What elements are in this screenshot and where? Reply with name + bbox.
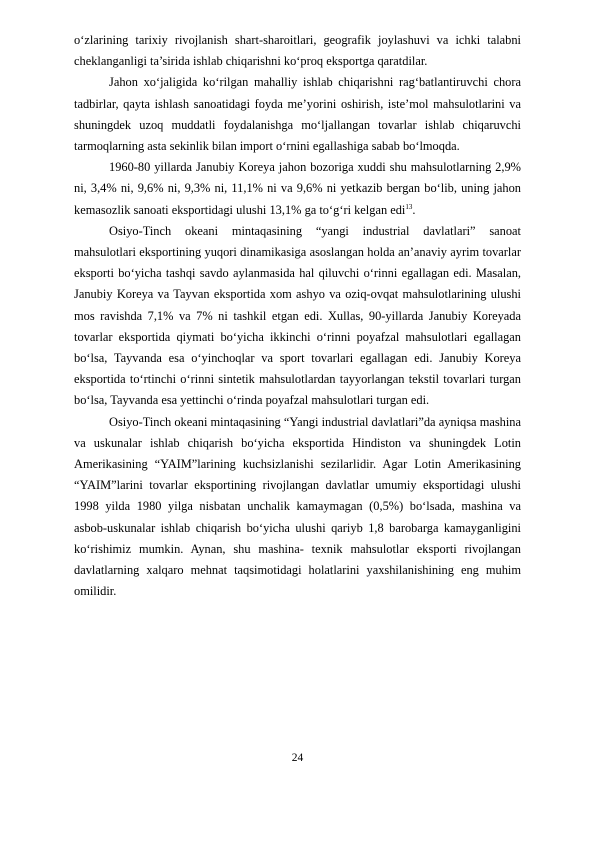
paragraph-text: 1960-80 yillarda Janubiy Koreya jahon bozoriga xuddi shu mahsulotlarning 2,9% ni, 3,4% ni, 9,6% ni, 9,3% ni, 11,1% ni va 9,6% ni yetkazib bergan bo‘lib, uning jahon kemasozlik sanoati eksportidagi ulushi 13,1% ga to‘g‘ri kelgan edi	[74, 160, 521, 217]
paragraph-south-korea-exports	[74, 157, 521, 221]
paragraph-import-substitution: Jahon xo‘jaligida ko‘rilgan mahalliy ishlab chiqarishni rag‘batlantiruvchi chora tadbirlar, qayta ishlash sanoatidagi foyda me’yorini oshirish, iste’mol mahsulotlarini va shuningdek uzoq muddatli foydalanishga mo‘ljallangan tovarlar ishlab chiqaruvchi tarmoqlarning asta sekinlik bilan import o‘rnini egallashiga sabab bo‘lmoqda.	[74, 75, 521, 154]
footnote-reference[interactable]: 13	[405, 202, 413, 211]
paragraph-continuation: o‘zlarining tarixiy rivojlanish shart-sharoitlari, geografik joylashuvi va ichki talabni cheklanganligi ta’sirida ishlab chiqarishni ko‘proq eksportga qaratdilar.	[74, 33, 521, 69]
paragraph-end-punctuation: .	[412, 202, 416, 217]
paragraph-new-industrial-countries: Osiyo-Tinch okeani mintaqasining “yangi industrial davlatlari” sanoat mahsulotlari eksportining yuqori dinamikasiga asoslangan holda an’anaviy ayrim tovarlar eksporti bo‘yicha tashqi savdo aylanmasida hal qiluvchi o‘rinni egallagan edi. Masalan, Janubiy Koreya va Tayvan eksportida xom ashyo va oziq-ovqat mahsulotlarining ulushi mos ravishda 7,1% va 7% ni tashkil etgan edi. Xullas, 90-yillarda Janubiy Koreyada tovarlar eksportida qiymati bo‘yicha ikkinchi o‘rinni poyafzal mahsulotlari egallagan bo‘lsa, Tayvanda esa o‘yinchoqlar va sport tovarlari egallagan edi. Janubiy Koreya eksportida to‘rtinchi o‘rinni sintetik mahsulotlardan tayyorlangan tekstil tovarlari turgan bo‘lsa, Tayvanda esa yettinchi o‘rinda poyafzal mahsulotlari turgan edi.	[74, 223, 521, 408]
page-content	[74, 30, 521, 602]
paragraph-machinery-exports: Osiyo-Tinch okeani mintaqasining “Yangi industrial davlatlari”da ayniqsa mashina va uskunalar ishlab chiqarish bo‘yicha eksportida Hindiston va shuningdek Lotin Amerikasining “YAIM”larining kuchsizlanishi sezilarlidir. Agar Lotin Amerikasining “YAIM”larini tovarlar eksportining rivojlangan davlatlar umumiy eksportidagi ulushi 1998 yilda 1980 yilga nisbatan unchalik kamaymagan (0,5%) bo‘lsada, mashina va asbob-uskunalar ishlab chiqarish bo‘yicha ulushi qariyb 1,8 barobarga kamayganligini ko‘rishimiz mumkin. Aynan, shu mashina- texnik mahsulotlar eksporti rivojlangan davlatlarning xalqaro mehnat taqsimotidagi holatlarini yaxshilanishining eng muhim omilidir.	[74, 414, 521, 599]
page-number: 24	[291, 752, 304, 764]
